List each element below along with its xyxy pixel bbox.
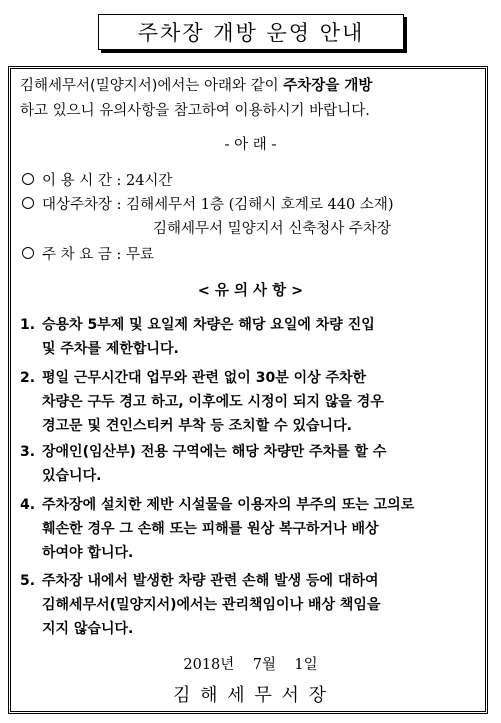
notice-item-3-cont: 있습니다.	[42, 468, 102, 484]
date: 2018년 7월 1일	[183, 657, 318, 673]
info-fee: 주 차 요 금 : 무료	[22, 243, 154, 264]
notice-item-4-cont-1: 훼손한 경우 그 손해 또는 피해를 원상 복구하거나 배상	[42, 521, 379, 537]
notice-item-4: 4. 주차장에 설치한 제반 시설물을 이용자의 부주의 또는 고의로	[20, 497, 415, 513]
notice-item-2: 2. 평일 근무시간대 업무와 관련 없이 30분 이상 주차한	[20, 370, 367, 386]
intro-line-2: 하고 있으니 유의사항을 참고하여 이용하시기 바랍니다.	[20, 103, 370, 119]
intro-emphasis: 주차장을 개방	[283, 78, 373, 94]
info-value: 24시간	[125, 173, 173, 189]
info-value: 무료	[125, 247, 154, 263]
circle-bullet-icon	[22, 197, 34, 209]
notice-item-4-cont-2: 하여야 합니다.	[42, 545, 134, 561]
notice-heading: < 유 의 사 항 >	[197, 283, 304, 299]
signature: 김 해 세 무 서 장	[173, 685, 328, 706]
notice-item-1-cont: 및 주차를 제한합니다.	[42, 341, 179, 357]
info-label: 주 차 요 금	[42, 247, 112, 263]
notice-item-2-cont-2: 경고문 및 견인스티커 부착 등 조치할 수 있습니다.	[42, 418, 352, 434]
notice-item-2-cont-1: 차량은 구두 경고 하고, 이후에도 시정이 되지 않을 경우	[42, 394, 384, 410]
info-label: 대상주차장	[42, 197, 113, 213]
info-target-lot: 대상주차장 : 김해세무서 1층 (김해시 호계로 440 소재)	[22, 193, 394, 214]
intro-line-1	[20, 74, 372, 95]
info-usage-time: 이 용 시 간 : 24시간	[22, 169, 172, 190]
notice-item-5-cont-2: 지지 않습니다.	[42, 621, 134, 637]
notice-item-5: 5. 주차장 내에서 발생한 차량 관련 손해 발생 등에 대하여	[20, 573, 379, 589]
notice-item-1: 1. 승용차 5부제 및 요일제 차량은 해당 요일에 차량 진입	[20, 317, 375, 333]
notice-item-3: 3. 장애인(임산부) 전용 구역에는 해당 차량만 주차를 할 수	[20, 444, 387, 460]
notice-frame	[8, 66, 488, 714]
page-title: 주차장 개방 운영 안내	[98, 14, 404, 50]
info-value: 김해세무서 1층 (김해시 호계로 440 소재)	[126, 197, 394, 213]
circle-bullet-icon	[22, 173, 34, 185]
notice-item-5-cont-1: 김해세무서(밀양지서)에서는 관리책임이나 배상 책임을	[42, 597, 381, 613]
info-label: 이 용 시 간	[42, 173, 112, 189]
info-target-lot-2: 김해세무서 밀양지서 신축청사 주차장	[153, 221, 391, 237]
circle-bullet-icon	[22, 247, 34, 259]
below-heading: - 아 래 -	[224, 137, 277, 153]
intro-text: 김해세무서(밀양지서)에서는 아래와 같이	[20, 78, 284, 94]
